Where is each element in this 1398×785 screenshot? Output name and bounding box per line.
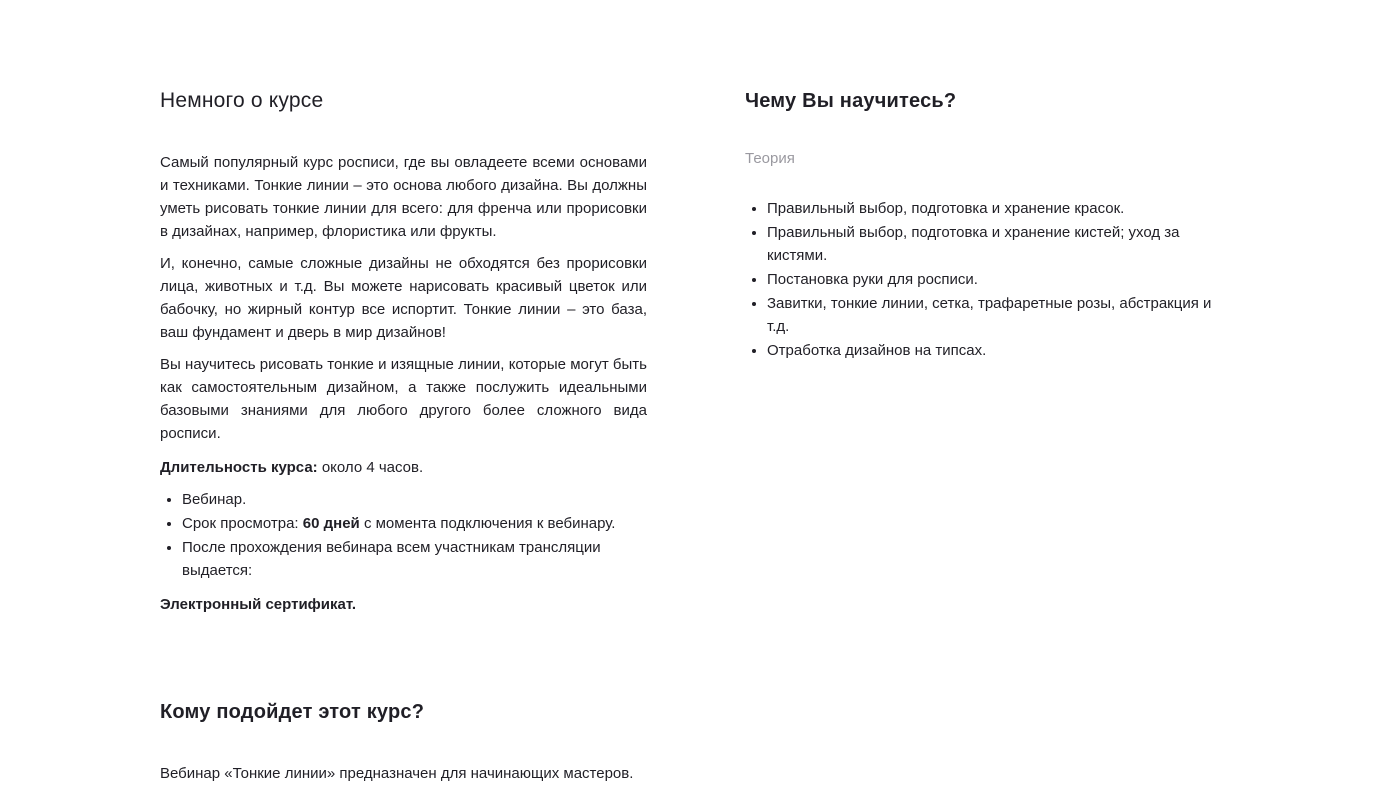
learn-subtitle: Теория <box>745 150 795 167</box>
audience-title: Кому подойдет этот курс? <box>160 701 425 723</box>
about-paragraph-1: Самый популярный курс росписи, где вы овладеете всеми основами и техниками. Тонкие линии – это основа любого дизайна. Вы должны уметь рисовать тонкие линии для всего: для френча или прорисовки в дизайнах, например, флористика или фрукты. <box>160 154 647 240</box>
list-item-webinar: Вебинар. <box>160 488 647 511</box>
duration-line <box>160 456 647 479</box>
about-paragraph-2: И, конечно, самые сложные дизайны не обходятся без прорисовки лица, животных и т.д. Вы можете нарисовать красивый цветок или бабочку, но жирный контур все испортит. Тонкие линии – это база, ваш фундамент и дверь в мир дизайнов! <box>160 255 647 341</box>
about-section <box>160 90 647 616</box>
about-paragraph-3: Вы научитесь рисовать тонкие и изящные линии, которые могут быть как самостоятельным дизайном, а также послужить идеальными базовыми знаниями для любого другого более сложного вида росписи. <box>160 356 647 442</box>
course-details-list <box>160 488 647 582</box>
list-item-viewing-period <box>160 512 647 535</box>
text-segment-bold: 60 дней <box>302 515 360 532</box>
duration-value: около 4 часов. <box>317 459 424 476</box>
audience-paragraph: Вебинар «Тонкие линии» предназначен для начинающих мастеров. <box>160 765 634 782</box>
audience-section <box>160 701 647 785</box>
learn-list <box>745 197 1225 362</box>
learn-section <box>745 90 1225 362</box>
duration-label: Длительность курса: <box>160 459 318 476</box>
about-column <box>160 90 647 785</box>
certificate-line: Электронный сертификат. <box>160 596 357 613</box>
list-item-curls-lines: Завитки, тонкие линии, сетка, трафаретные розы, абстракция и т.д. <box>745 292 1225 338</box>
text-segment: Срок просмотра: <box>182 515 303 532</box>
learn-column <box>745 90 1225 373</box>
list-item-hand-position: Постановка руки для росписи. <box>745 268 1225 291</box>
list-item-tips-practice: Отработка дизайнов на типсах. <box>745 339 1225 362</box>
list-item-paints: Правильный выбор, подготовка и хранение красок. <box>745 197 1225 220</box>
list-item-after-webinar: После прохождения вебинара всем участникам трансляции выдается: <box>160 536 647 582</box>
text-segment: с момента подключения к вебинару. <box>359 515 616 532</box>
about-title: Немного о курсе <box>160 89 324 112</box>
list-item-brushes: Правильный выбор, подготовка и хранение кистей; уход за кистями. <box>745 221 1225 267</box>
content-columns <box>160 90 1398 785</box>
learn-title: Чему Вы научитесь? <box>745 90 957 112</box>
